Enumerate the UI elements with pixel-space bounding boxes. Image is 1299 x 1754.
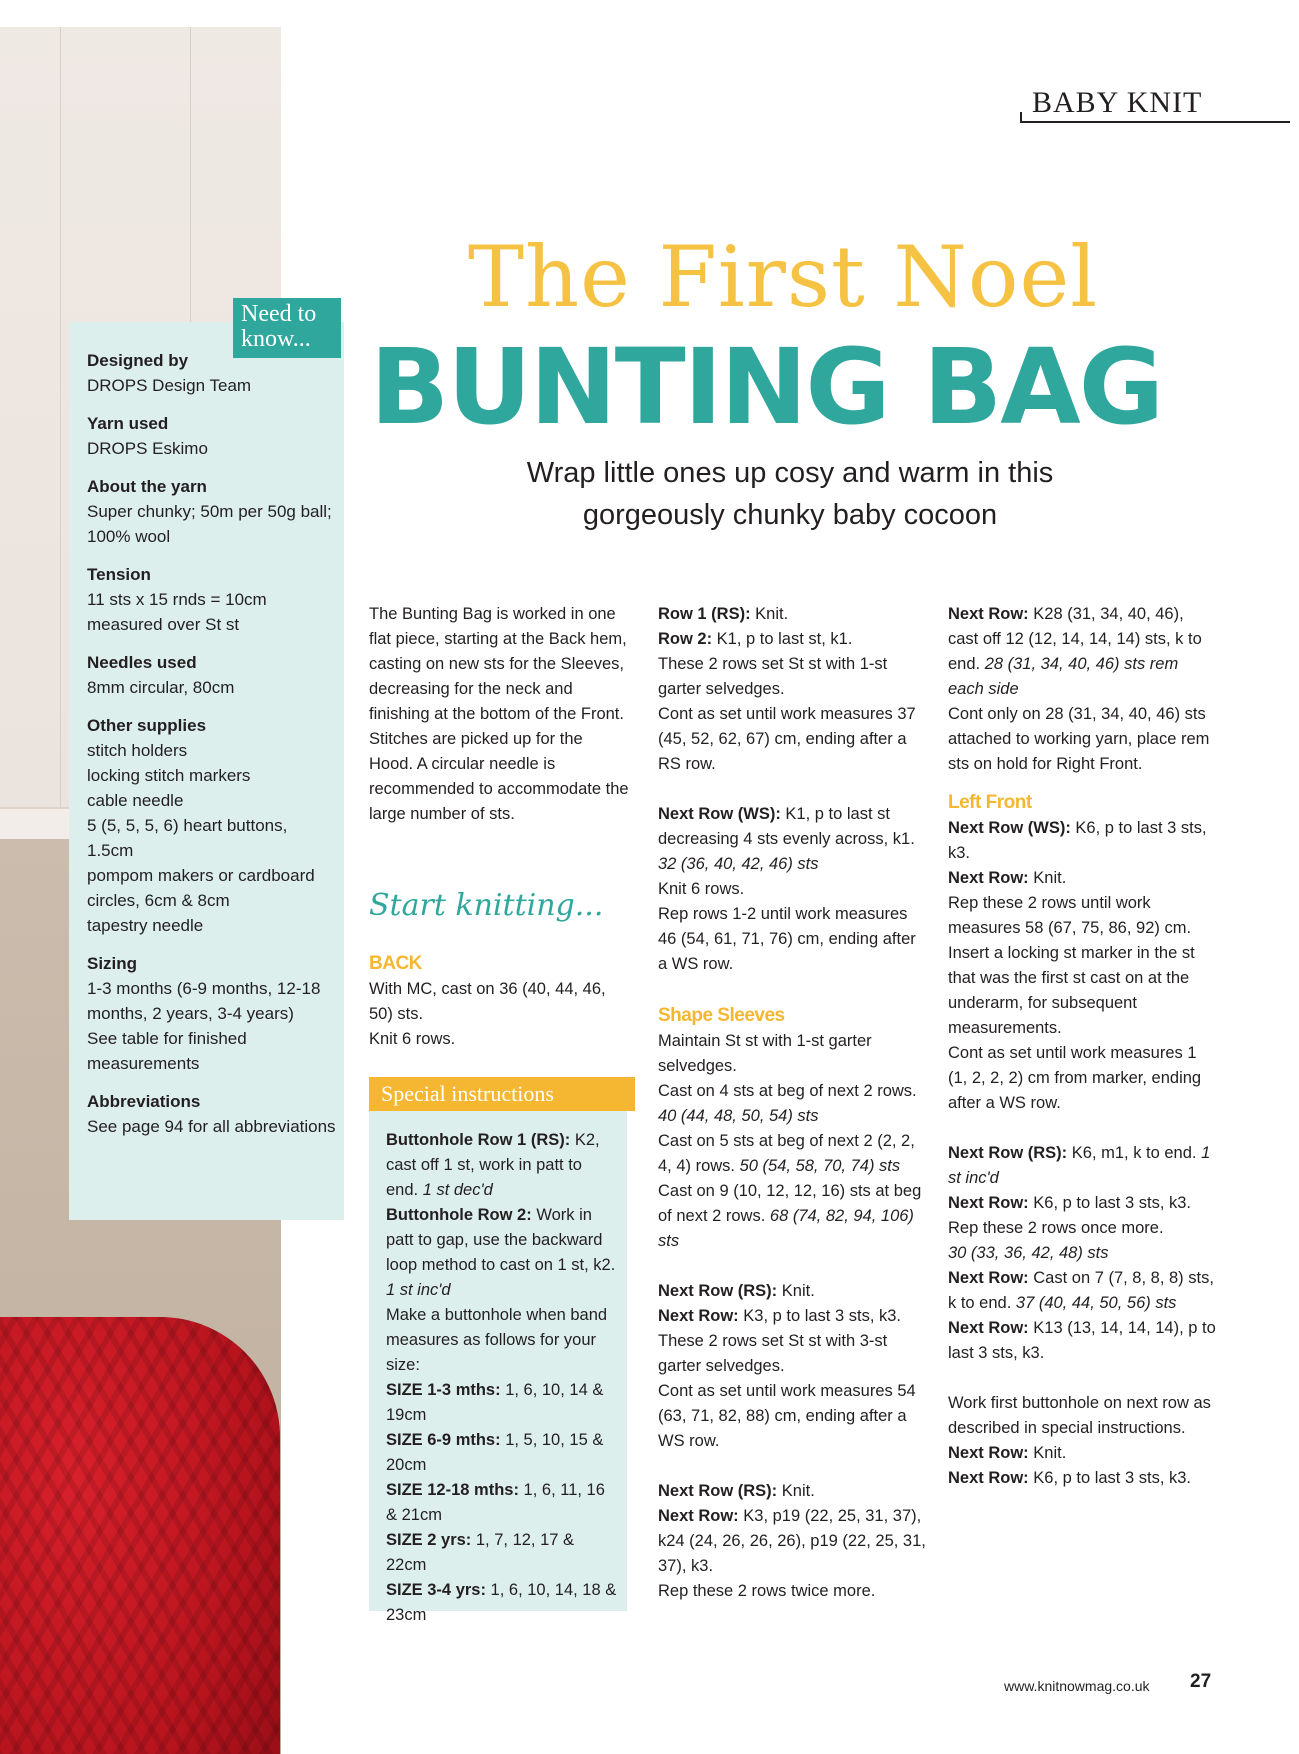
wall-panel-line (60, 27, 61, 807)
ntk-label: Yarn used (87, 414, 169, 433)
instruction-line: Rep these 2 rows twice more. (658, 1582, 876, 1600)
section-rule (1020, 121, 1290, 123)
back-section (369, 950, 629, 1052)
instruction-line: Cont as set until work measures 37 (45, 52, 62, 67) cm, ending after a RS row. (658, 705, 916, 773)
instruction-line: Next Row: K28 (31, 34, 40, 46), cast off 12 (12, 14, 14, 14) sts, k to end. 28 (31, 34, 40, 46) sts rem each side (948, 605, 1202, 698)
ntk-value: 1-3 months (6-9 months, 12-18 months, 2 years, 3-4 years) See table for finished measurements (87, 979, 321, 1073)
instruction-line: Insert a locking st marker in the st that was the first st cast on at the underarm, for subsequent measurements. (948, 944, 1195, 1037)
ntk-value: 8mm circular, 80cm (87, 678, 235, 697)
instruction-line: These 2 rows set St st with 1-st garter selvedges. (658, 655, 888, 698)
back-line: Knit 6 rows. (369, 1030, 456, 1048)
ntk-value: stitch holders locking stitch markers cable needle 5 (5, 5, 5, 6) heart buttons, 1.5cm pompom makers or cardboard circles, 6cm & 8cm tapestry needle (87, 741, 315, 935)
instruction-line: Rep these 2 rows once more. (948, 1219, 1164, 1237)
instruction-line: Cont as set until work measures 1 (1, 2, 2, 2) cm from marker, ending after a WS row. (948, 1044, 1202, 1112)
title-line-1: The First Noel (468, 228, 1099, 326)
red-knitted-bag-image (0, 1317, 280, 1754)
footer-url: www.knitnowmag.co.uk (1004, 1678, 1150, 1694)
instruction-line: Row 2: K1, p to last st, k1. (658, 630, 853, 648)
buttonhole-row-2: Buttonhole Row 2: Work in patt to gap, use the backward loop method to cast on 1 st, k2. 1 st inc'd (386, 1206, 616, 1299)
instruction-line: Rep these 2 rows until work measures 58 (67, 75, 86, 92) cm. (948, 894, 1192, 937)
size-line: SIZE 12-18 mths: 1, 6, 11, 16 & 21cm (386, 1481, 605, 1524)
ntk-label: Needles used (87, 653, 197, 672)
page-number: 27 (1190, 1671, 1212, 1692)
instruction-line: Next Row: K13 (13, 14, 14, 14), p to last 3 sts, k3. (948, 1319, 1216, 1362)
start-knitting-heading: Start knitting... (369, 888, 604, 923)
size-line: SIZE 3-4 yrs: 1, 6, 10, 14, 18 & 23cm (386, 1581, 617, 1624)
special-instructions-text (386, 1128, 618, 1628)
back-line: With MC, cast on 36 (40, 44, 46, 50) sts. (369, 980, 606, 1023)
ntk-value: Super chunky; 50m per 50g ball; 100% wool (87, 502, 332, 546)
size-line: SIZE 1-3 mths: 1, 6, 10, 14 & 19cm (386, 1381, 604, 1424)
instruction-line: Cast on 9 (10, 12, 12, 16) sts at beg of next 2 rows. 68 (74, 82, 94, 106) sts (658, 1182, 922, 1250)
buttonhole-note: Make a buttonhole when band measures as follows for your size: (386, 1306, 608, 1374)
instruction-line: Next Row: K6, p to last 3 sts, k3. (948, 1194, 1191, 1212)
instruction-line: Next Row: K6, p to last 3 sts, k3. (948, 1469, 1191, 1487)
ntk-label: Sizing (87, 954, 138, 973)
ntk-value: DROPS Eskimo (87, 439, 208, 458)
ntk-label: Other supplies (87, 716, 207, 735)
instruction-line: Next Row: Knit. (948, 869, 1067, 887)
subtitle: Wrap little ones up cosy and warm in this gorgeously chunky baby cocoon (526, 457, 1054, 531)
ntk-value: DROPS Design Team (87, 376, 252, 395)
size-line: SIZE 6-9 mths: 1, 5, 10, 15 & 20cm (386, 1431, 604, 1474)
instruction-line: Next Row (RS): Knit. (658, 1282, 815, 1300)
buttonhole-row-1: Buttonhole Row 1 (RS): K2, cast off 1 st, work in patt to end. 1 st dec'd (386, 1131, 600, 1199)
instruction-line: Next Row (WS): K1, p to last st decreasing 4 sts evenly across, k1. 32 (36, 40, 42, 46) sts (658, 805, 915, 873)
pattern-column-2 (658, 602, 928, 1604)
ntk-label: Abbreviations (87, 1092, 201, 1111)
instruction-line: Cont only on 28 (31, 34, 40, 46) sts attached to working yarn, place rem sts on hold for Right Front. (948, 705, 1210, 773)
left-front-heading: Left Front (948, 792, 1032, 813)
intro-paragraph: The Bunting Bag is worked in one flat piece, starting at the Back hem, casting on new sts for the Sleeves, decreasing for the neck and finishing at the bottom of the Front. Stitches are picked up for the Hood. A circular needle is recommended to accommodate the large number of sts. (369, 605, 629, 823)
instruction-line: Knit 6 rows. (658, 880, 745, 898)
instruction-line: Row 1 (RS): Knit. (658, 605, 789, 623)
need-to-know-tag-text: Need to know... (241, 301, 317, 352)
ntk-label: Tension (87, 565, 151, 584)
shape-sleeves-heading: Shape Sleeves (658, 1005, 785, 1026)
section-label: BABY KNIT (1032, 86, 1203, 119)
special-instructions-title: Special instructions (381, 1081, 554, 1106)
instruction-line: 30 (33, 36, 42, 48) sts (948, 1244, 1109, 1262)
instruction-line: Next Row (WS): K6, p to last 3 sts, k3. (948, 819, 1207, 862)
instruction-line: Rep rows 1-2 until work measures 46 (54, 61, 71, 76) cm, ending after a WS row. (658, 905, 916, 973)
ntk-label: Designed by (87, 351, 189, 370)
instruction-line: Next Row: Knit. (948, 1444, 1067, 1462)
back-heading: BACK (369, 953, 422, 974)
instruction-line: Cont as set until work measures 54 (63, 71, 82, 88) cm, ending after a WS row. (658, 1382, 916, 1450)
need-to-know-list (87, 348, 337, 1139)
instruction-line: Next Row: K3, p19 (22, 25, 31, 37), k24 (24, 26, 26, 26), p19 (22, 25, 31, 37), k3. (658, 1507, 926, 1575)
instruction-line: Cast on 4 sts at beg of next 2 rows. 40 (44, 48, 50, 54) sts (658, 1082, 917, 1125)
instruction-line: Work first buttonhole on next row as described in special instructions. (948, 1394, 1211, 1437)
size-line: SIZE 2 yrs: 1, 7, 12, 17 & 22cm (386, 1531, 575, 1574)
instruction-line: Next Row (RS): K6, m1, k to end. 1 st inc'd (948, 1144, 1211, 1187)
pattern-column-3 (948, 602, 1218, 1491)
special-instructions-header (369, 1077, 635, 1111)
instruction-line: Cast on 5 sts at beg of next 2 (2, 2, 4, 4) rows. 50 (54, 58, 70, 74) sts (658, 1132, 915, 1175)
instruction-line: Maintain St st with 1-st garter selvedges. (658, 1032, 872, 1075)
title-line-2: BUNTING BAG (370, 326, 1163, 448)
section-tag (1020, 86, 1290, 122)
ntk-label: About the yarn (87, 477, 207, 496)
ntk-value: 11 sts x 15 rnds = 10cm measured over St st (87, 590, 267, 634)
instruction-line: Next Row (RS): Knit. (658, 1482, 815, 1500)
ntk-value: See page 94 for all abbreviations (87, 1117, 336, 1136)
instruction-line: Next Row: K3, p to last 3 sts, k3. (658, 1307, 901, 1325)
instruction-line: Next Row: Cast on 7 (7, 8, 8, 8) sts, k to end. 37 (40, 44, 50, 56) sts (948, 1269, 1214, 1312)
instruction-line: These 2 rows set St st with 3-st garter selvedges. (658, 1332, 888, 1375)
